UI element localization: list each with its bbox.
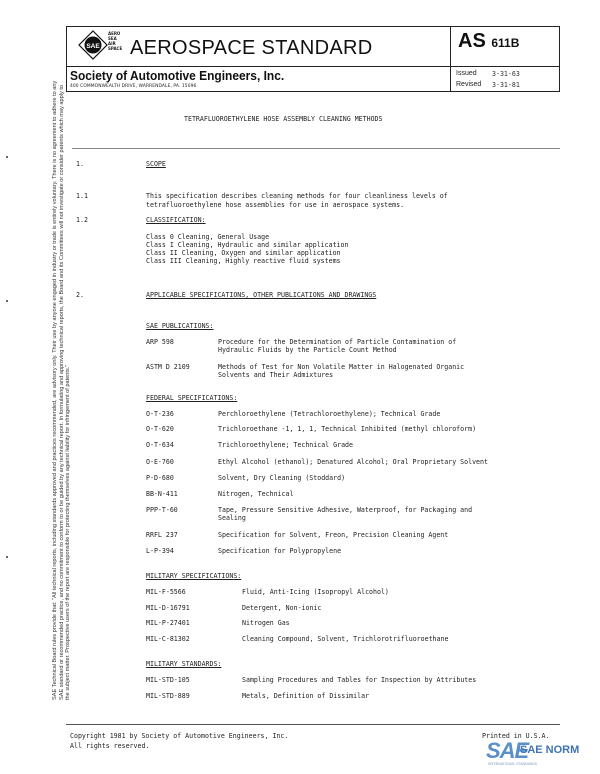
margin-mark bbox=[6, 556, 8, 558]
issued-label: Issued bbox=[456, 70, 477, 77]
class-item: Class III Cleaning, Highly reactive fluid systems bbox=[146, 257, 341, 265]
standard-number: 611B bbox=[491, 36, 520, 50]
sae-publications-heading: SAE PUBLICATIONS: bbox=[146, 322, 214, 330]
military-standards-heading: MILITARY STANDARDS: bbox=[146, 660, 222, 668]
ref-text: Specification for Solvent, Freon, Precision Cleaning Agent bbox=[218, 531, 449, 539]
margin-mark bbox=[6, 300, 8, 302]
ref-text: Cleaning Compound, Solvent, Trichlorotrifluoroethane bbox=[242, 635, 449, 643]
ref-code: BB-N-411 bbox=[146, 490, 178, 498]
ref-text: Sealing bbox=[218, 514, 246, 522]
ref-text: Nitrogen Gas bbox=[242, 619, 290, 627]
ref-code: MIL-STD-889 bbox=[146, 692, 190, 700]
ref-text: Trichloroethylene; Technical Grade bbox=[218, 441, 353, 449]
ref-text: Hydraulic Fluids by the Particle Count Method bbox=[218, 346, 397, 354]
section-1-number: 1. bbox=[76, 160, 84, 168]
ref-text: Methods of Test for Non Volatile Matter in Halogenated Organic bbox=[218, 363, 465, 371]
watermark-text: SAE NORM bbox=[520, 744, 580, 756]
section-1-title: SCOPE bbox=[146, 160, 166, 168]
logo-word: SPACE bbox=[108, 46, 123, 51]
ref-text: Detergent, Non-ionic bbox=[242, 604, 322, 612]
ref-text: Metals, Definition of Dissimilar bbox=[242, 692, 370, 700]
ref-code: ARP 598 bbox=[146, 338, 174, 346]
ref-code: P-D-680 bbox=[146, 474, 174, 482]
copyright-text: Copyright 1981 by Society of Automotive Engineers, Inc. bbox=[70, 732, 289, 740]
ref-text: Trichloroethane -1, 1, 1, Technical Inhibited (methyl chloroform) bbox=[218, 425, 477, 433]
issued-date: 3-31-63 bbox=[492, 70, 520, 78]
military-specifications-heading: MILITARY SPECIFICATIONS: bbox=[146, 572, 242, 580]
section-2-title: APPLICABLE SPECIFICATIONS, OTHER PUBLICATIONS AND DRAWINGS bbox=[146, 291, 377, 299]
ref-code: MIL-D-16791 bbox=[146, 604, 190, 612]
ref-code: O-E-760 bbox=[146, 458, 174, 466]
watermark-subtext: INTERNATIONAL STANDARDS bbox=[488, 762, 538, 766]
margin-mark bbox=[6, 156, 8, 158]
ref-text: Solvent, Dry Cleaning (Stoddard) bbox=[218, 474, 346, 482]
standard-title: AEROSPACE STANDARD bbox=[130, 37, 373, 59]
standard-code: AS 611B bbox=[458, 30, 520, 52]
title-rule bbox=[72, 148, 560, 149]
ref-code: L-P-394 bbox=[146, 547, 174, 555]
printed-text: Printed in U.S.A. bbox=[482, 732, 550, 740]
logo-word: SEA bbox=[108, 36, 117, 41]
ref-code: MIL-STD-105 bbox=[146, 676, 190, 684]
para-1-2-number: 1.2 bbox=[76, 216, 88, 224]
technical-board-disclaimer: SAE Technical Board rules provide that: "All technical reports, including standards approved and practices recommended, are advisory only. Their use by anyone engaged in industry or trade is entirely voluntary. There is no agreement to adhere to any SAE standard or recommended practice, and no commitment to conform to or be guided by any technical report. In formulating and approving technical reports, the Board and its Committees will not investigate or consider patents which may apply to the subject matter. Prospective users of the report are responsible for protecting themselves against liability for infringement of patents." bbox=[52, 80, 72, 700]
para-1-1-line: This specification describes cleaning methods for four cleanliness levels of bbox=[146, 192, 448, 200]
ref-text: Fluid, Anti-Icing (Isopropyl Alcohol) bbox=[242, 588, 389, 596]
society-address: 400 COMMONWEALTH DRIVE, WARRENDALE, PA. 15096 bbox=[70, 84, 197, 89]
rights-text: All rights reserved. bbox=[70, 742, 150, 750]
revised-date: 3-31-81 bbox=[492, 81, 520, 89]
document-title: TETRAFLUOROETHYLENE HOSE ASSEMBLY CLEANING METHODS bbox=[184, 115, 383, 123]
logo-letters: SAE bbox=[86, 43, 100, 50]
section-2-number: 2. bbox=[76, 291, 84, 299]
ref-code: MIL-C-81302 bbox=[146, 635, 190, 643]
ref-code: MIL-P-27401 bbox=[146, 619, 190, 627]
class-item: Class 0 Cleaning, General Usage bbox=[146, 233, 270, 241]
para-1-1-number: 1.1 bbox=[76, 192, 88, 200]
ref-code: PPP-T-60 bbox=[146, 506, 178, 514]
ref-code: O-T-236 bbox=[146, 410, 174, 418]
logo-words bbox=[108, 31, 122, 51]
revised-label: Revised bbox=[456, 81, 482, 88]
class-item: Class I Cleaning, Hydraulic and similar application bbox=[146, 241, 349, 249]
ref-text: Nitrogen, Technical bbox=[218, 490, 294, 498]
header-divider bbox=[66, 66, 560, 67]
sae-norm-watermark bbox=[486, 738, 596, 768]
federal-specifications-heading: FEDERAL SPECIFICATIONS: bbox=[146, 394, 238, 402]
ref-text: Ethyl Alcohol (ethanol); Denatured Alcohol; Oral Proprietary Solvent bbox=[218, 458, 488, 466]
ref-code: O-T-634 bbox=[146, 441, 174, 449]
ref-code: RRFL 237 bbox=[146, 531, 178, 539]
logo-word: AERO bbox=[108, 31, 121, 36]
ref-text: Procedure for the Determination of Particle Contamination of bbox=[218, 338, 457, 346]
ref-text: Perchloroethylene (Tetrachloroethylene); Technical Grade bbox=[218, 410, 441, 418]
footer-rule bbox=[66, 724, 560, 725]
para-1-2-title: CLASSIFICATION: bbox=[146, 216, 206, 224]
ref-text: Tape, Pressure Sensitive Adhesive, Waterproof, for Packaging and bbox=[218, 506, 473, 514]
watermark-mark: SAE bbox=[486, 738, 529, 763]
ref-code: O-T-620 bbox=[146, 425, 174, 433]
ref-text: Solvents and Their Admixtures bbox=[218, 371, 334, 379]
class-item: Class II Cleaning, Oxygen and similar application bbox=[146, 249, 341, 257]
ref-text: Specification for Polypropylene bbox=[218, 547, 342, 555]
sae-logo-icon bbox=[78, 30, 108, 60]
society-name: Society of Automotive Engineers, Inc. bbox=[70, 68, 285, 83]
ref-code: ASTM D 2109 bbox=[146, 363, 190, 371]
logo-word: AIR bbox=[108, 41, 116, 46]
ref-text: Sampling Procedures and Tables for Inspection by Attributes bbox=[242, 676, 477, 684]
header-divider bbox=[450, 26, 451, 92]
para-1-1-line: tetrafluoroethylene hose assemblies for use in aerospace systems. bbox=[146, 201, 405, 209]
ref-code: MIL-F-5566 bbox=[146, 588, 186, 596]
